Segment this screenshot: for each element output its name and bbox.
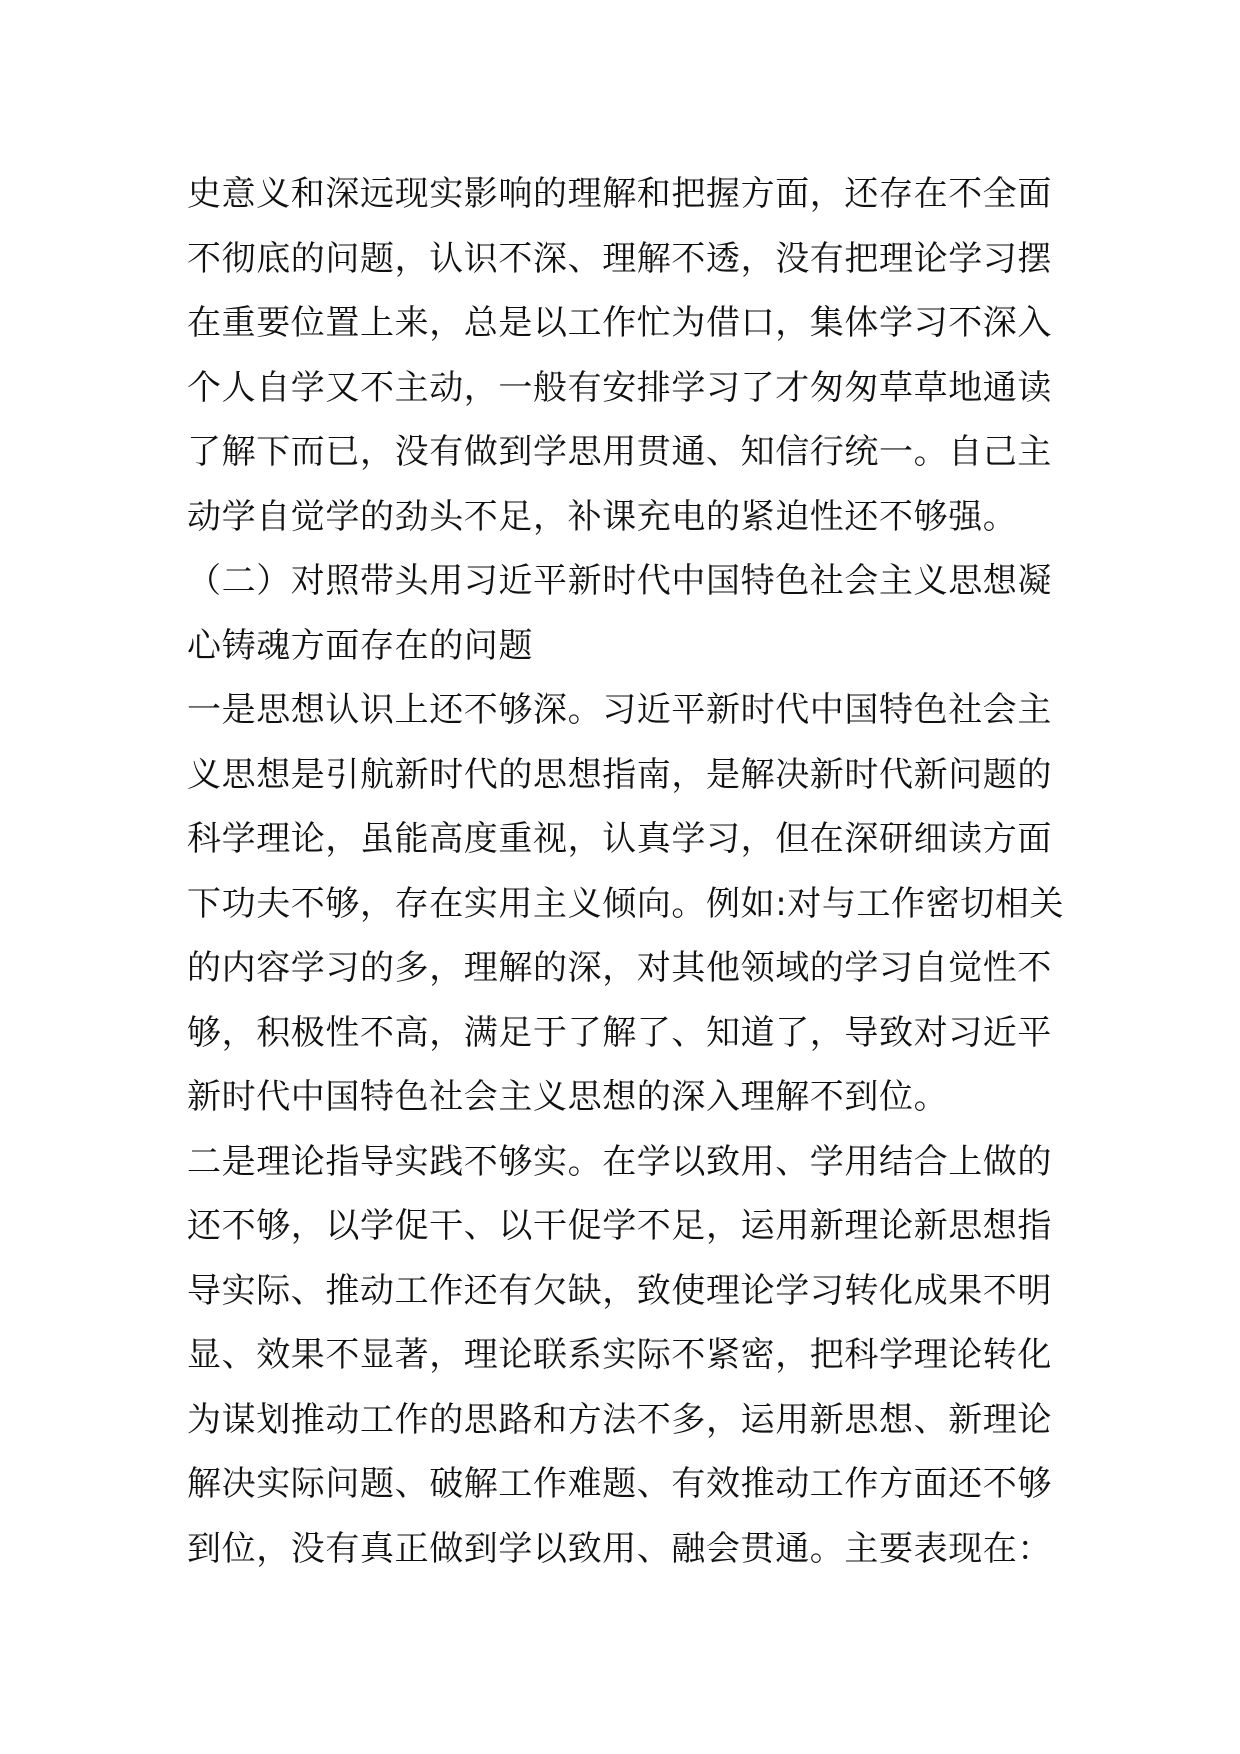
text-line: 为谋划推动工作的思路和方法不多，运用新思想、新理论: [187, 1399, 1052, 1440]
section-heading-line: （二）对照带头用习近平新时代中国特色社会主义思想凝: [187, 561, 1052, 601]
text-line: 解决实际问题、破解工作难题、有效推动工作方面还不够: [187, 1464, 1052, 1504]
text-line: 到位，没有真正做到学以致用、融会贯通。主要表现在：: [187, 1528, 1052, 1569]
text-line: 一是思想认识上还不够深。习近平新时代中国特色社会主: [187, 690, 1052, 730]
text-line: 动学自觉学的劲头不足，补课充电的紧迫性还不够强。: [187, 496, 1018, 537]
text-line: 在重要位置上来，总是以工作忙为借口，集体学习不深入: [187, 303, 1052, 343]
text-line: 下功夫不够，存在实用主义倾向。例如:对与工作密切相关: [187, 883, 1065, 924]
text-line: 二是理论指导实践不够实。在学以致用、学用结合上做的: [187, 1141, 1052, 1182]
text-line: 义思想是引航新时代的思想指南，是解决新时代新问题的: [187, 754, 1052, 795]
text-line: 显、效果不显著，理论联系实际不紧密，把科学理论转化: [187, 1335, 1052, 1375]
text-line: 新时代中国特色社会主义思想的深入理解不到位。: [187, 1077, 949, 1117]
text-line: 个人自学又不主动，一般有安排学习了才匆匆草草地通读: [187, 367, 1052, 408]
text-line: 够，积极性不高，满足于了解了、知道了，导致对习近平: [187, 1012, 1052, 1053]
section-heading-line: 心铸魂方面存在的问题: [187, 625, 533, 666]
text-line: 史意义和深远现实影响的理解和把握方面，还存在不全面: [187, 174, 1052, 214]
body-text: [187, 162, 1065, 1581]
text-line: 导实际、推动工作还有欠缺，致使理论学习转化成果不明: [187, 1270, 1052, 1311]
text-line: 科学理论，虽能高度重视，认真学习，但在深研细读方面: [187, 819, 1052, 859]
text-line: 的内容学习的多，理解的深，对其他领域的学习自觉性不: [187, 948, 1052, 988]
text-line: 不彻底的问题，认识不深、理解不透，没有把理论学习摆: [187, 238, 1052, 279]
text-line: 还不够，以学促干、以干促学不足，运用新理论新思想指: [187, 1206, 1052, 1246]
text-line: 了解下而已，没有做到学思用贯通、知信行统一。自己主: [187, 432, 1052, 472]
